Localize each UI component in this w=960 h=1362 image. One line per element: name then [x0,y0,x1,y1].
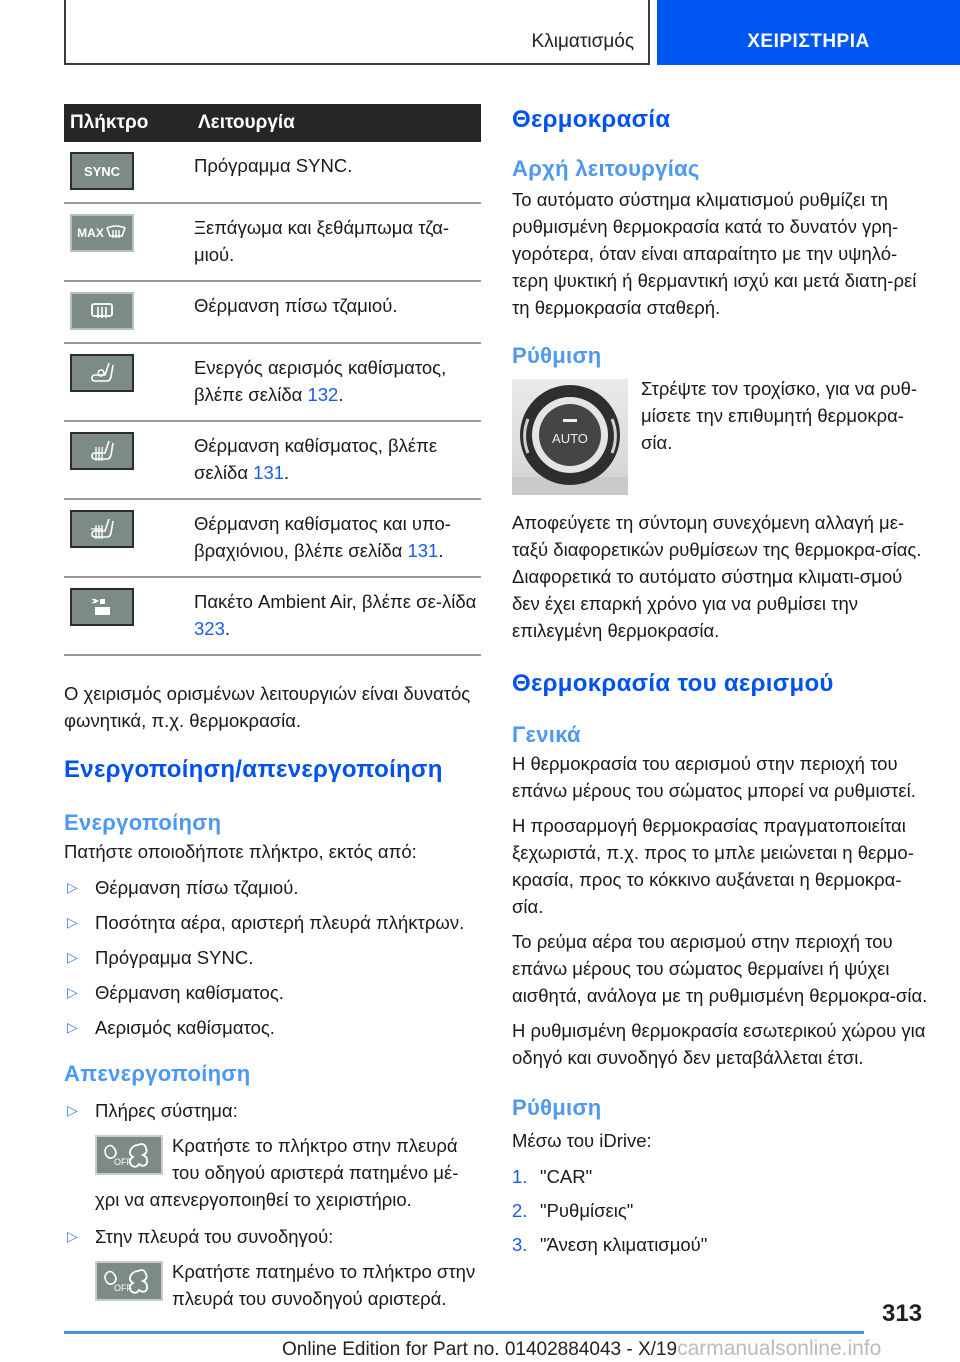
list-item: ▷ Θέρμανση καθίσματος. [64,979,481,1006]
svg-text:AUTO: AUTO [552,431,588,446]
list-item: ▷ Πλήρες σύστημα: OFF Κρατήστε το πλήκτρο στην πλευρά του οδηγού αριστερά πατημένο μέ-χρι να απενεργοποιηθεί το χειριστήριο. [64,1097,481,1213]
svg-text:OFF: OFF [114,1157,132,1167]
vent-temperature-heading: Θερμοκρασία του αερισμού [512,670,834,697]
temperature-knob-image [512,379,628,495]
table-header-key: Πλήκτρο [64,104,194,142]
list-item: ▷ Στην πλευρά του συνοδηγού: OFF Κρατήστε πατημένο το πλήκτρο στην πλευρά του συνοδηγού αριστερά. [64,1223,481,1312]
setting-heading: Ρύθμιση [512,343,602,368]
list-item: 3. "Άνεση κλιματισμού" [512,1234,708,1255]
setting-text: Στρέψτε τον τροχίσκο, για να ρυθ-μίσετε την επιθυμητή θερμοκρα-σία. [641,378,918,453]
deactivation-heading: Απενεργοποίηση [64,1061,251,1086]
watermark-link[interactable]: carmanualsonline.info [677,1337,882,1360]
left-column [64,104,481,1320]
triangle-bullet-icon: ▷ [67,879,78,895]
seat-ventilation-icon [70,354,134,392]
max-defrost-icon: MAX [70,214,134,252]
deactivation-list [64,1097,481,1312]
rear-window-heating-icon [70,292,134,330]
page-number: 313 [882,1300,923,1327]
principle-heading: Αρχή λειτουργίας [512,156,700,181]
row-text: Θέρμανση πίσω τζαμιού. [194,295,398,316]
row-text: Θέρμανση καθίσματος και υπο-βραχιόνιου, βλέπε σελίδα [194,513,451,561]
temperature-heading: Θερμοκρασία [512,106,671,133]
triangle-bullet-icon: ▷ [67,914,78,930]
table-row: Θέρμανση καθίσματος, βλέπε σελίδα 131. [64,421,481,499]
right-column [512,104,932,1265]
running-header-box [64,0,650,65]
row-text: Πακέτο Ambient Air, βλέπε σε-λίδα [194,591,477,612]
general-heading: Γενικά [512,722,581,747]
footer-divider [64,1331,864,1334]
ambient-air-icon [70,588,134,626]
page-link[interactable]: 132 [307,384,339,405]
page-link[interactable]: 323 [194,618,225,639]
table-row: Πακέτο Ambient Air, βλέπε σε-λίδα 323. [64,577,481,655]
table-row [64,203,481,281]
fan-off-button-icon [95,1135,163,1175]
triangle-bullet-icon: ▷ [67,984,78,1000]
idrive-steps [512,1163,932,1258]
row-text: Θέρμανση καθίσματος, βλέπε σελίδα [194,435,438,483]
deactivation-full-text: Κρατήστε το πλήκτρο στην πλευρά του οδηγού αριστερά πατημένο μέ-χρι να απενεργοποιηθεί το χειριστήριο. [95,1135,459,1210]
general-paragraph: Η θερμοκρασία του αερισμού στην περιοχή του επάνω μέρους του σώματος μπορεί να ρυθμιστεί. [512,753,916,801]
general-paragraph: Το ρεύμα αέρα του αερισμού στην περιοχή του επάνω μέρους του σώματος θερμαίνει ή ψύχει αισθητά, ανάλογα με τη ρυθμισμένη θερμοκρα-σία. [512,931,928,1006]
triangle-bullet-icon: ▷ [67,1019,78,1035]
table-row [64,142,481,203]
sync-button-icon: SYNC [70,152,134,190]
table-header-function: Λειτουργία [194,104,481,142]
general-paragraph: Η ρυθμισμένη θερμοκρασία εσωτερικού χώρου για οδηγό και συνοδηγό δεν μεταβάλλεται έτσι. [512,1020,926,1068]
fan-off-button-icon [95,1261,163,1301]
voice-control-note: Ο χειρισμός ορισμένων λειτουργιών είναι δυνατός φωνητικά, π.χ. θερμοκρασία. [64,683,471,731]
triangle-bullet-icon: ▷ [67,1228,78,1244]
page-link[interactable]: 131 [407,540,439,561]
table-row: Ενεργός αερισμός καθίσματος, βλέπε σελίδα 132. [64,343,481,421]
row-text: Ενεργός αερισμός καθίσματος, βλέπε σελίδα [194,357,447,405]
triangle-bullet-icon: ▷ [67,1102,78,1118]
activation-heading: Ενεργοποίηση [64,810,222,835]
activation-exceptions-list [64,874,481,1041]
chapter-tab[interactable]: ΧΕΙΡΙΣΤΗΡΙΑ [657,0,960,65]
principle-text: Το αυτόματο σύστημα κλιματισμού ρυθμίζει τη ρυθμισμένη θερμοκρασία κατά το δυνατόν γρη-γορότερα, όταν είναι απαραίτητο με την υψηλό-τερη ψυκτική ή θερμαντική ισχύ και μετά διατη-ρεί τη θερμοκρασία σταθερή. [512,189,917,318]
vent-setting-heading: Ρύθμιση [512,1095,602,1120]
list-item: 2. "Ρυθμίσεις" [512,1200,634,1221]
row-text: Πρόγραμμα SYNC. [194,155,353,176]
list-item: 1. "CAR" [512,1166,593,1187]
onoff-heading: Ενεργοποίηση/απενεργοποίηση [64,756,443,783]
svg-text:OFF: OFF [114,1283,132,1293]
footer-edition: Online Edition for Part no. 01402884043 - X/19carmanualsonline.info [282,1337,882,1360]
list-item: ▷ Θέρμανση πίσω τζαμιού. [64,874,481,901]
triangle-bullet-icon: ▷ [67,949,78,965]
setting-block [512,375,932,503]
seat-armrest-heating-icon [70,510,134,548]
section-title: Κλιματισμός [531,31,634,52]
table-row: Θέρμανση καθίσματος και υπο-βραχιόνιου, βλέπε σελίδα 131. [64,499,481,577]
seat-heating-icon [70,432,134,470]
list-item: ▷ Ποσότητα αέρα, αριστερή πλευρά πλήκτρων. [64,909,481,936]
row-text: Ξεπάγωμα και ξεθάμπωμα τζα-μιού. [194,217,450,265]
activation-intro: Πατήστε οποιοδήποτε πλήκτρο, εκτός από: [64,841,417,862]
avoid-switching-text: Αποφεύγετε τη σύντομη συνεχόμενη αλλαγή με-ταξύ διαφορετικών ρυθμίσεων της θερμοκρα-σίας. Διαφορετικά το αυτόματο σύστημα κλιματι-σμού δεν έχει επαρκή χρόνο για να ρυθμίσει την επιλεγμένη θερμοκρασία. [512,512,922,641]
list-item: ▷ Πρόγραμμα SYNC. [64,944,481,971]
idrive-intro: Μέσω του iDrive: [512,1130,652,1151]
general-paragraph: Η προσαρμογή θερμοκρασίας πραγματοποιείται ξεχωριστά, π.χ. προς το μπλε μειώνεται η θερμο-κρασία, προς το κόκκινο αυξάνεται η θερμοκρα-σία. [512,815,914,917]
table-row [64,281,481,343]
page-link[interactable]: 131 [253,462,285,483]
deactivation-passenger-text: Κρατήστε πατημένο το πλήκτρο στην πλευρά του συνοδηγού αριστερά. [172,1261,476,1309]
key-function-table [64,104,481,656]
list-item: ▷ Αερισμός καθίσματος. [64,1014,481,1041]
